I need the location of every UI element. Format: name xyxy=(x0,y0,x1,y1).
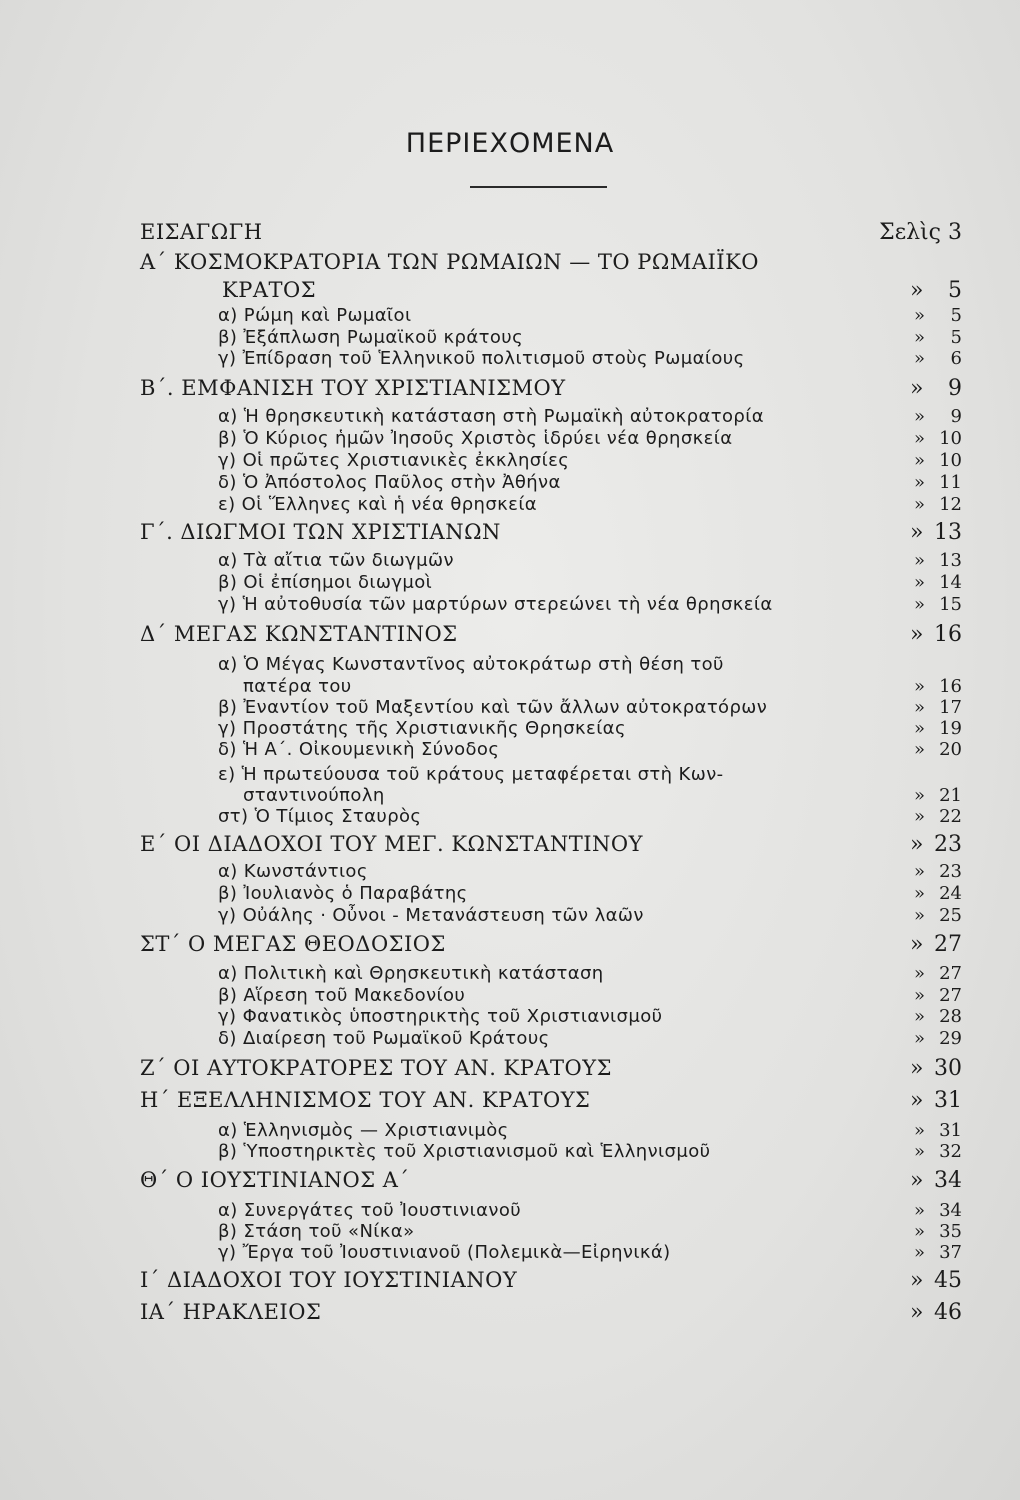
page-number: 20 xyxy=(939,739,962,760)
toc-entry-title: δ) Ὁ Ἀπόστολος Παῦλος στὴν Ἀθήνα xyxy=(218,472,561,493)
page-number: 34 xyxy=(939,1200,962,1221)
toc-entry-title: β) Αἵρεση τοῦ Μακεδονίου xyxy=(218,985,466,1006)
toc-entry-title: Γ΄. ΔΙΩΓΜΟΙ ΤΩΝ ΧΡΙΣΤΙΑΝΩΝ xyxy=(140,520,501,544)
ditto-mark: » xyxy=(914,676,926,697)
ditto-mark: » xyxy=(914,550,926,571)
page-number: 24 xyxy=(939,883,962,904)
page-label-and-number xyxy=(879,220,962,245)
page-number: 11 xyxy=(939,472,962,493)
toc-entry-title: β) Ἐξάπλωση Ρωμαϊκοῦ κράτους xyxy=(218,327,524,348)
ditto-mark: » xyxy=(914,905,926,926)
toc-entry-title: β) Ἐναντίον τοῦ Μαξεντίου καὶ τῶν ἄλλων αὐτοκρατόρων xyxy=(218,697,768,718)
ditto-mark: » xyxy=(914,1120,926,1141)
ditto-mark: » xyxy=(910,1168,924,1193)
toc-entry-title: ΣΤ΄ Ο ΜΕΓΑΣ ΘΕΟΔΟΣΙΟΣ xyxy=(140,932,446,956)
page-number: 22 xyxy=(939,806,962,827)
ditto-mark: » xyxy=(914,718,926,739)
toc-entry-title: ΙΑ΄ ΗΡΑΚΛΕΙΟΣ xyxy=(140,1300,322,1324)
ditto-mark: » xyxy=(910,1088,924,1113)
page-number: 23 xyxy=(934,832,962,857)
toc-entry-title: Β΄. ΕΜΦΑΝΙΣΗ ΤΟΥ ΧΡΙΣΤΙΑΝΙΣΜΟΥ xyxy=(140,376,566,400)
ditto-mark: » xyxy=(914,348,926,369)
toc-entry-title: α) Πολιτικὴ καὶ Θρησκευτικὴ κατάσταση xyxy=(218,963,604,984)
page-number: 34 xyxy=(934,1168,962,1193)
ditto-mark: » xyxy=(910,1300,924,1325)
toc-entry-title: ΕΙΣΑΓΩΓΗ xyxy=(140,220,263,244)
toc-entry-title: Α΄ ΚΟΣΜΟΚΡΑΤΟΡΙΑ ΤΩΝ ΡΩΜΑΙΩΝ — ΤΟ ΡΩΜΑΙΪΚΟ xyxy=(140,250,759,274)
ditto-mark: » xyxy=(914,1242,926,1263)
ditto-mark: » xyxy=(914,1006,926,1027)
ditto-mark: » xyxy=(914,327,926,348)
toc-entry-title: Ε΄ ΟΙ ΔΙΑΔΟΧΟΙ ΤΟΥ ΜΕΓ. ΚΩΝΣΤΑΝΤΙΝΟΥ xyxy=(140,832,643,856)
toc-entry-title: α) Τὰ αἴτια τῶν διωγμῶν xyxy=(218,550,454,571)
ditto-mark: » xyxy=(914,739,926,760)
page-number: 9 xyxy=(950,406,962,427)
toc-entry-title: α) Συνεργάτες τοῦ Ἰουστινιανοῦ xyxy=(218,1200,522,1221)
ditto-mark: » xyxy=(914,1141,926,1162)
page-number: 45 xyxy=(934,1268,962,1293)
toc-entry-title: β) Ὁ Κύριος ἡμῶν Ἰησοῦς Χριστὸς ἱδρύει νέα θρησκεία xyxy=(218,428,733,449)
toc-entry-title: γ) Προστάτης τῆς Χριστιανικῆς Θρησκείας xyxy=(218,718,626,739)
toc-entry-title: δ) Ἡ Α΄. Οἰκουμενικὴ Σύνοδος xyxy=(218,739,500,760)
page-number: 3 xyxy=(948,220,962,245)
page-number: 10 xyxy=(939,450,962,471)
page-number: 5 xyxy=(950,305,962,326)
toc-entry-title: Θ΄ Ο ΙΟΥΣΤΙΝΙΑΝΟΣ Α΄ xyxy=(140,1168,410,1192)
page-number: 13 xyxy=(939,550,962,571)
ditto-mark: » xyxy=(910,622,924,647)
toc-entry-title: ε) Οἱ Ἕλληνες καὶ ἡ νέα θρησκεία xyxy=(218,494,538,515)
toc-entry-title: γ) Ἐπίδραση τοῦ Ἑλληνικοῦ πολιτισμοῦ στοὺς Ρωμαίους xyxy=(218,348,745,369)
toc-entry-title: β) Ὑποστηρικτὲς τοῦ Χριστιανισμοῦ καὶ Ἑλληνισμοῦ xyxy=(218,1141,711,1162)
page-number: 31 xyxy=(934,1088,962,1113)
toc-entry-title: σταντινούπολη xyxy=(243,785,385,806)
toc-entry-title: στ) Ὁ Τίμιος Σταυρὸς xyxy=(218,806,422,827)
ditto-mark: » xyxy=(910,278,924,303)
page-number: 14 xyxy=(939,572,962,593)
ditto-mark: » xyxy=(914,572,926,593)
ditto-mark: » xyxy=(910,1056,924,1081)
page-number: 32 xyxy=(939,1141,962,1162)
toc-entry-title: γ) Οἱ πρῶτες Χριστιανικὲς ἐκκλησίες xyxy=(218,450,570,471)
toc-entry-title: δ) Διαίρεση τοῦ Ρωμαϊκοῦ Κράτους xyxy=(218,1028,550,1049)
toc-entry-title: Ι΄ ΔΙΑΔΟΧΟΙ ΤΟΥ ΙΟΥΣΤΙΝΙΑΝΟΥ xyxy=(140,1268,518,1292)
ditto-mark: » xyxy=(914,785,926,806)
ditto-mark: » xyxy=(914,697,926,718)
page-number: 19 xyxy=(939,718,962,739)
page-title: ΠΕΡΙΕΧΟΜΕΝΑ xyxy=(405,128,615,159)
ditto-mark: » xyxy=(914,1221,926,1242)
page-number: 6 xyxy=(950,348,962,369)
page-number: 10 xyxy=(939,428,962,449)
ditto-mark: » xyxy=(910,1268,924,1293)
page-number: 12 xyxy=(939,494,962,515)
toc-entry-title: α) Ἡ θρησκευτικὴ κατάσταση στὴ Ρωμαϊκὴ αὐτοκρατορία xyxy=(218,406,764,427)
toc-entry-title: α) Ὁ Μέγας Κωνσταντῖνος αὐτοκράτωρ στὴ θέση τοῦ xyxy=(218,654,724,675)
page-label: Σελὶς xyxy=(879,220,941,245)
ditto-mark: » xyxy=(914,1200,926,1221)
toc-entry-title: γ) Ἔργα τοῦ Ἰουστινιανοῦ (Πολεμικὰ—Εἰρηνικά) xyxy=(218,1242,671,1263)
ditto-mark: » xyxy=(910,932,924,957)
ditto-mark: » xyxy=(914,963,926,984)
toc-entry-title: ε) Ἡ πρωτεύουσα τοῦ κράτους μεταφέρεται στὴ Κων- xyxy=(218,764,724,785)
ditto-mark: » xyxy=(910,832,924,857)
toc-entry-title: γ) Οὐάλης · Οὖνοι - Μετανάστευση τῶν λαῶν xyxy=(218,905,644,926)
toc-entry-title: Ζ΄ ΟΙ ΑΥΤΟΚΡΑΤΟΡΕΣ ΤΟΥ ΑΝ. ΚΡΑΤΟΥΣ xyxy=(140,1056,612,1080)
page-number: 16 xyxy=(939,676,962,697)
ditto-mark: » xyxy=(914,494,926,515)
page-number: 5 xyxy=(948,278,962,303)
page-number: 29 xyxy=(939,1028,962,1049)
page-number: 27 xyxy=(939,963,962,984)
toc-entry-title: γ) Φανατικὸς ὑποστηρικτὴς τοῦ Χριστιανισμοῦ xyxy=(218,1006,663,1027)
toc-entry-title: ΚΡΑΤΟΣ xyxy=(222,278,317,302)
page-number: 28 xyxy=(939,1006,962,1027)
ditto-mark: » xyxy=(914,406,926,427)
toc-entry-title: Δ΄ ΜΕΓΑΣ ΚΩΝΣΤΑΝΤΙΝΟΣ xyxy=(140,622,458,646)
page-number: 27 xyxy=(939,985,962,1006)
ditto-mark: » xyxy=(914,594,926,615)
ditto-mark: » xyxy=(914,861,926,882)
ditto-mark: » xyxy=(910,376,924,401)
page-number: 15 xyxy=(939,594,962,615)
ditto-mark: » xyxy=(914,1028,926,1049)
ditto-mark: » xyxy=(914,472,926,493)
toc-entry-title: α) Ἑλληνισμὸς — Χριστιανιμὸς xyxy=(218,1120,509,1141)
page-number: 13 xyxy=(934,520,962,545)
ditto-mark: » xyxy=(914,883,926,904)
page-number: 5 xyxy=(950,327,962,348)
page-number: 30 xyxy=(934,1056,962,1081)
ditto-mark: » xyxy=(914,428,926,449)
page-number: 16 xyxy=(934,622,962,647)
page-number: 46 xyxy=(934,1300,962,1325)
toc-entry-title: β) Οἱ ἐπίσημοι διωγμοὶ xyxy=(218,572,433,593)
toc-entry-title: α) Κωνστάντιος xyxy=(218,861,368,882)
toc-entry-title: Η΄ ΕΞΕΛΛΗΝΙΣΜΟΣ ΤΟΥ ΑΝ. ΚΡΑΤΟΥΣ xyxy=(140,1088,591,1112)
page-number: 35 xyxy=(939,1221,962,1242)
page-number: 21 xyxy=(939,785,962,806)
page-number: 31 xyxy=(939,1120,962,1141)
page-number: 27 xyxy=(934,932,962,957)
ditto-mark: » xyxy=(910,520,924,545)
ditto-mark: » xyxy=(914,806,926,827)
toc-entry-title: α) Ρώμη καὶ Ρωμαῖοι xyxy=(218,305,412,326)
toc-entry-title: πατέρα του xyxy=(243,676,352,697)
page-number: 37 xyxy=(939,1242,962,1263)
ditto-mark: » xyxy=(914,450,926,471)
ditto-mark: » xyxy=(914,985,926,1006)
page-number: 9 xyxy=(948,376,962,401)
page-number: 17 xyxy=(939,697,962,718)
page-number: 25 xyxy=(939,905,962,926)
ditto-mark: » xyxy=(914,305,926,326)
page-number: 23 xyxy=(939,861,962,882)
toc-entry-title: β) Ἰουλιανὸς ὁ Παραβάτης xyxy=(218,883,468,904)
title-rule xyxy=(470,186,607,188)
toc-entry-title: γ) Ἡ αὐτοθυσία τῶν μαρτύρων στερεώνει τὴ νέα θρησκεία xyxy=(218,594,773,615)
toc-entry-title: β) Στάση τοῦ «Νίκα» xyxy=(218,1221,415,1242)
